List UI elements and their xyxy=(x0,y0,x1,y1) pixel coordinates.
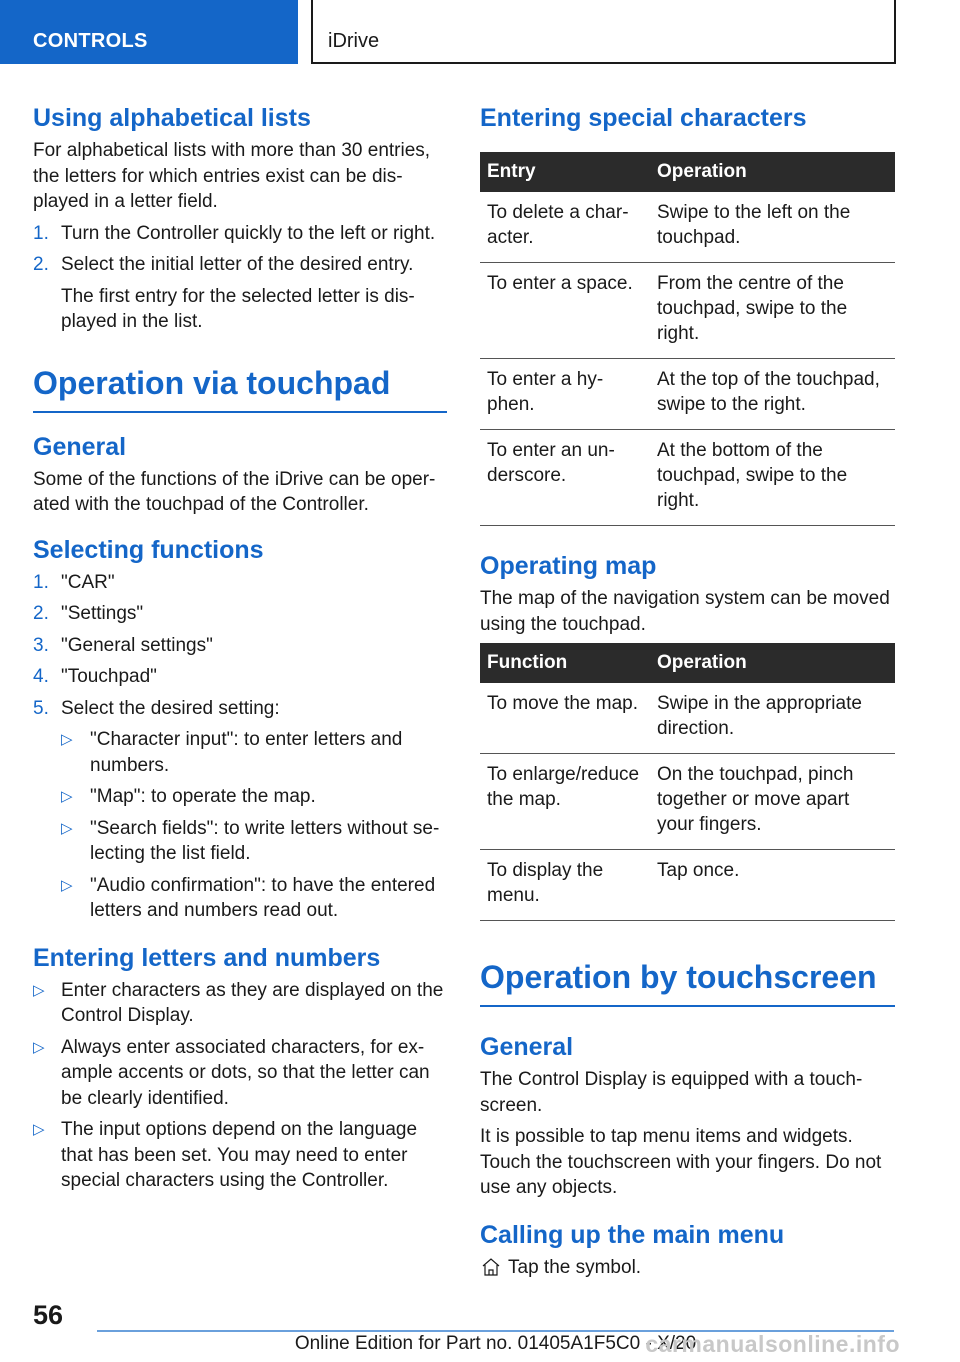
section-tab xyxy=(0,0,298,64)
triangle-right-icon: ▷ xyxy=(33,1038,45,1056)
table-row xyxy=(480,192,895,263)
step-subtext: The first entry for the selected letter is dis-played in the list. xyxy=(61,285,415,332)
table-cell: To move the map. xyxy=(480,683,650,754)
list-item xyxy=(33,570,447,596)
special-chars-heading: Entering special characters xyxy=(480,104,807,132)
step-text: "Touchpad" xyxy=(61,666,157,687)
table-cell: To delete a char-acter. xyxy=(480,192,650,263)
list-item xyxy=(33,1117,447,1194)
table-cell: Swipe to the left on the touchpad. xyxy=(650,192,895,263)
alpha-steps-list xyxy=(33,221,447,335)
touchscreen-heading: Operation by touchscreen xyxy=(480,955,895,1007)
table-cell: On the touchpad, pinch together or move apart your fingers. xyxy=(650,754,895,850)
operating-map-table xyxy=(480,643,895,921)
table-row xyxy=(480,754,895,850)
step-number: 2. xyxy=(33,254,49,275)
special-chars-table xyxy=(480,152,895,526)
setting-options-list xyxy=(61,727,447,924)
step-text: Select the desired setting: xyxy=(61,697,280,719)
selecting-heading: Selecting functions xyxy=(33,535,264,564)
list-item xyxy=(33,664,447,690)
list-item xyxy=(61,873,447,924)
section-label: CONTROLS xyxy=(33,30,148,52)
table-header-cell: Function xyxy=(480,643,650,683)
step-number: 2. xyxy=(33,603,49,624)
touchscreen-general-text1: The Control Display is equipped with a touch-screen. xyxy=(480,1069,863,1116)
triangle-right-icon: ▷ xyxy=(61,788,73,805)
touchpad-heading: Operation via touchpad xyxy=(33,361,447,413)
table-cell: To enter an un-derscore. xyxy=(480,430,650,526)
main-menu-heading: Calling up the main menu xyxy=(480,1220,785,1249)
selecting-steps-list xyxy=(33,570,447,722)
list-item xyxy=(61,727,447,778)
table-row xyxy=(480,359,895,430)
step-number: 4. xyxy=(33,666,49,687)
table-row xyxy=(480,430,895,526)
table-cell: To enter a hy-phen. xyxy=(480,359,650,430)
table-cell: At the bottom of the touchpad, swipe to the right. xyxy=(650,430,895,526)
table-row xyxy=(480,683,895,754)
left-column xyxy=(33,100,447,1194)
operating-map-heading: Operating map xyxy=(480,552,657,580)
step-text: "General settings" xyxy=(61,634,213,656)
bullet-text: "Audio confirmation": to have the entered letters and numbers read out. xyxy=(90,874,436,921)
watermark: carmanualsonline.info xyxy=(645,1331,900,1357)
alpha-lists-text: For alphabetical lists with more than 30 entries, the letters for which entries exist can be dis-played in a letter field. xyxy=(33,140,431,212)
triangle-right-icon: ▷ xyxy=(33,1121,45,1138)
bullet-text: Always enter associated characters, for ex-ample accents or dots, so that the letter can be clearly identified. xyxy=(61,1036,430,1109)
edition-text: Online Edition for Part no. 01405A1F5C0 - X/20 xyxy=(294,1333,697,1354)
list-item xyxy=(61,784,447,810)
bullet-text: "Search fields": to write letters without se-lecting the list field. xyxy=(90,817,440,864)
entering-heading: Entering letters and numbers xyxy=(33,943,381,972)
entering-bullets-list xyxy=(33,978,447,1194)
main-menu-text: Tap the symbol. xyxy=(508,1256,642,1278)
list-item xyxy=(33,601,447,627)
table-cell: Tap once. xyxy=(650,850,895,921)
list-item xyxy=(33,633,447,659)
triangle-right-icon: ▷ xyxy=(61,819,73,837)
home-icon xyxy=(480,1256,502,1278)
step-text: Turn the Controller quickly to the left or right. xyxy=(61,222,436,244)
list-item xyxy=(33,221,447,247)
table-cell: To enlarge/reduce the map. xyxy=(480,754,650,850)
step-text: "Settings" xyxy=(61,603,144,624)
step-text: Select the initial letter of the desired entry. xyxy=(61,254,414,275)
bullet-text: Enter characters as they are displayed on the Control Display. xyxy=(61,979,444,1026)
table-row xyxy=(480,850,895,921)
step-number: 1. xyxy=(33,222,49,244)
general-heading: General xyxy=(33,432,127,461)
step-number: 3. xyxy=(33,634,49,656)
bullet-text: "Map": to operate the map. xyxy=(90,786,316,807)
touchscreen-general-heading: General xyxy=(480,1033,574,1061)
topic-label: iDrive xyxy=(328,30,380,52)
main-menu-instruction xyxy=(480,1255,895,1281)
table-cell: Swipe in the appropriate direction. xyxy=(650,683,895,754)
alpha-lists-heading: Using alphabetical lists xyxy=(33,104,311,132)
triangle-right-icon: ▷ xyxy=(33,981,45,999)
table-header-cell: Operation xyxy=(650,152,895,192)
table-cell: At the top of the touchpad, swipe to the right. xyxy=(650,359,895,430)
step-number: 5. xyxy=(33,697,49,719)
operating-map-text: The map of the navigation system can be moved using the touchpad. xyxy=(480,588,890,635)
list-item xyxy=(33,1035,447,1112)
table-header-cell: Entry xyxy=(480,152,650,192)
list-item xyxy=(33,696,447,722)
list-item xyxy=(33,978,447,1029)
touchscreen-general-text2: It is possible to tap menu items and widgets. Touch the touchscreen with your fingers. Do not use any objects. xyxy=(480,1126,882,1198)
topic-tab xyxy=(311,0,896,64)
bullet-text: "Character input": to enter letters and numbers. xyxy=(90,729,403,776)
triangle-right-icon: ▷ xyxy=(61,731,73,748)
step-number: 1. xyxy=(33,571,49,593)
table-header-cell: Operation xyxy=(650,643,895,683)
table-row xyxy=(480,263,895,359)
bullet-text: The input options depend on the language that has been set. You may need to enter special characters using the Controller. xyxy=(61,1119,418,1191)
step-text: "CAR" xyxy=(61,571,115,593)
page-number: 56 xyxy=(33,1300,64,1330)
table-cell: To enter a space. xyxy=(480,263,650,359)
table-cell: To display the menu. xyxy=(480,850,650,921)
right-column xyxy=(480,100,895,1280)
general-text: Some of the functions of the iDrive can be oper-ated with the touchpad of the Controller. xyxy=(33,468,436,515)
triangle-right-icon: ▷ xyxy=(61,876,73,894)
list-item xyxy=(33,252,447,335)
list-item xyxy=(61,816,447,867)
table-cell: From the centre of the touchpad, swipe to the right. xyxy=(650,263,895,359)
